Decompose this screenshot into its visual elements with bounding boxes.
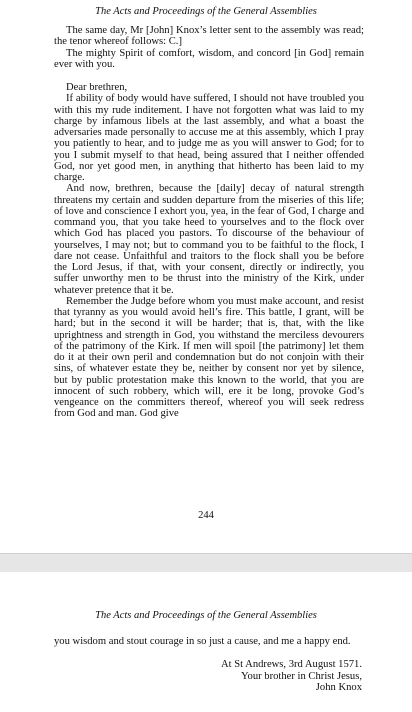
page-245 <box>0 572 412 712</box>
page-number: 244 <box>198 510 214 521</box>
signature: John Knox <box>315 682 362 694</box>
page-244-body <box>54 25 364 420</box>
page-245-body <box>54 636 364 647</box>
letter-paragraph-2: And now, brethren, because the [daily] decay of natural strength threatens my certain and sudden departure from the miseries of this life; of love and conscience I exhort you, yea, in the fear of God, I charge and command you, that you take heed to yourselves and to the flock over which God has placed you pastors. To discourse of the behaviour of yourselves, I may not; but to command you to be faithful to the flock, I dare not cease. Unfaithful and traitors to the flock shall you be before the Lord Jesus, if that, with your consent, directly or indirectly, you suffer unworthy men to be thrust into the ministry of the Kirk, under whatever pretence that it be. <box>54 183 364 296</box>
letter-closing <box>221 659 362 694</box>
continuation-paragraph: you wisdom and stout courage in so just a cause, and me a happy end. <box>54 636 351 647</box>
running-head: The Acts and Proceedings of the General Assemblies <box>95 6 317 17</box>
blessing-paragraph: The mighty Spirit of comfort, wisdom, and concord [in God] remain ever with you. <box>54 47 364 70</box>
letter-paragraph-3: Remember the Judge before whom you must make account, and resist that tyranny as you would avoid hell’s fire. This battle, I grant, will be hard; but in the second it will be harder; that is, that, with the like uprightness and strength in God, you withstand the merciless devourers of the patrimony of the Kirk. If men will spoil [the patrimony] let them do it at their own peril and condemnation but do not conjoin with their sins, of whatever estate they be, neither by consent nor yet by silence, but by public protestation make this known to the world, that you are innocent of such robbery, which will, ere it be long, provoke God’s vengeance on the committers thereof, whereof you will seek redress from God and man. God give <box>54 295 364 420</box>
complimentary-close: Your brother in Christ Jesus, <box>240 670 362 682</box>
intro-paragraph: The same day, Mr [John] Knox’s letter sent to the assembly was read; the tenor whereof follows: C.] <box>54 25 364 48</box>
running-head: The Acts and Proceedings of the General Assemblies <box>95 610 317 621</box>
salutation: Dear brethren, <box>66 82 128 93</box>
place-and-date: At St Andrews, 3rd August 1571. <box>221 659 362 670</box>
page-separator <box>0 553 412 573</box>
letter-paragraph-1: If ability of body would have suffered, I should not have troubled you with this my rude inditement. I have not forgotten what was laid to my charge by infamous libels at the last assembly, and what a boast the adversaries made personally to accuse me at this assembly, which I pray you patiently to hear, and to judge me as you will answer to God; for to you I submit myself to that head, being assured that I neither offended God, nor yet good men, in anything that hitherto has been laid to my charge. <box>54 93 364 183</box>
